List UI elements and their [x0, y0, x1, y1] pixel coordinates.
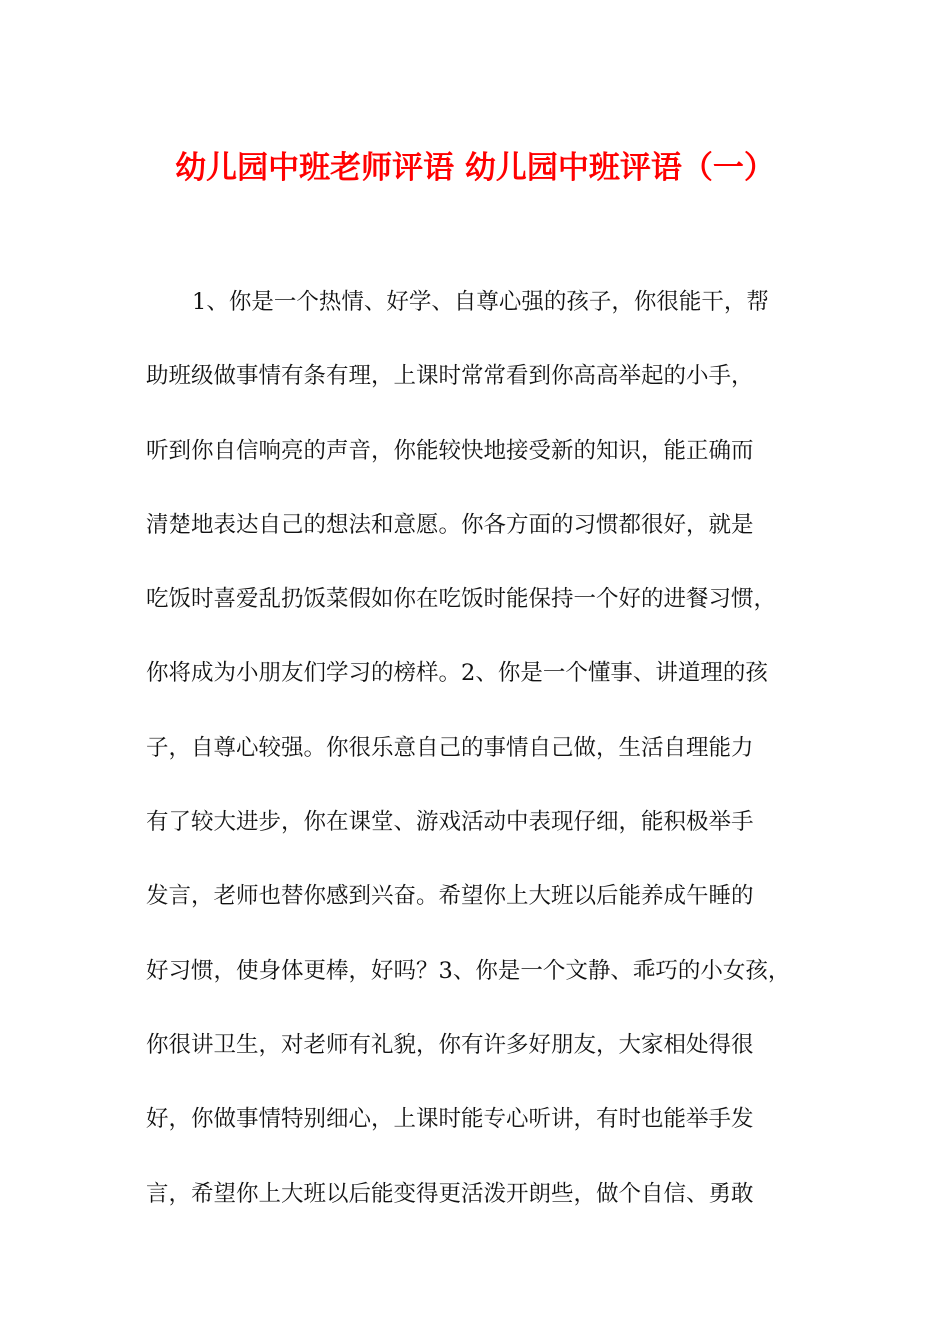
document-title: 幼儿园中班老师评语 幼儿园中班评语（一） — [175, 150, 775, 186]
body-line: 听到你自信响亮的声音，你能较快地接受新的知识，能正确而 — [146, 437, 754, 464]
body-line: 子，自尊心较强。你很乐意自己的事情自己做，生活自理能力 — [146, 734, 754, 761]
body-line: 有了较大进步，你在课堂、游戏活动中表现仔细，能积极举手 — [146, 809, 754, 836]
body-line: 好习惯，使身体更棒，好吗？3、你是一个文静、乖巧的小女孩， — [146, 957, 791, 984]
body-line: 发言，老师也替你感到兴奋。希望你上大班以后能养成午睡的 — [146, 883, 754, 910]
body-line: 好，你做事情特别细心，上课时能专心听讲，有时也能举手发 — [146, 1106, 754, 1133]
body-line: 清楚地表达自己的想法和意愿。你各方面的习惯都很好，就是 — [146, 511, 754, 538]
document-body — [146, 282, 826, 1248]
body-line: 言，希望你上大班以后能变得更活泼开朗些，做个自信、勇敢 — [146, 1180, 754, 1207]
body-line: 助班级做事情有条有理，上课时常常看到你高高举起的小手， — [146, 363, 754, 390]
body-line: 1、你是一个热情、好学、自尊心强的孩子，你很能干，帮 — [192, 289, 769, 315]
body-line: 你很讲卫生，对老师有礼貌，你有许多好朋友，大家相处得很 — [146, 1031, 754, 1058]
body-line: 你将成为小朋友们学习的榜样。2、你是一个懂事、讲道理的孩 — [146, 660, 768, 687]
body-line: 吃饭时喜爱乱扔饭菜假如你在吃饭时能保持一个好的进餐习惯， — [146, 586, 777, 613]
